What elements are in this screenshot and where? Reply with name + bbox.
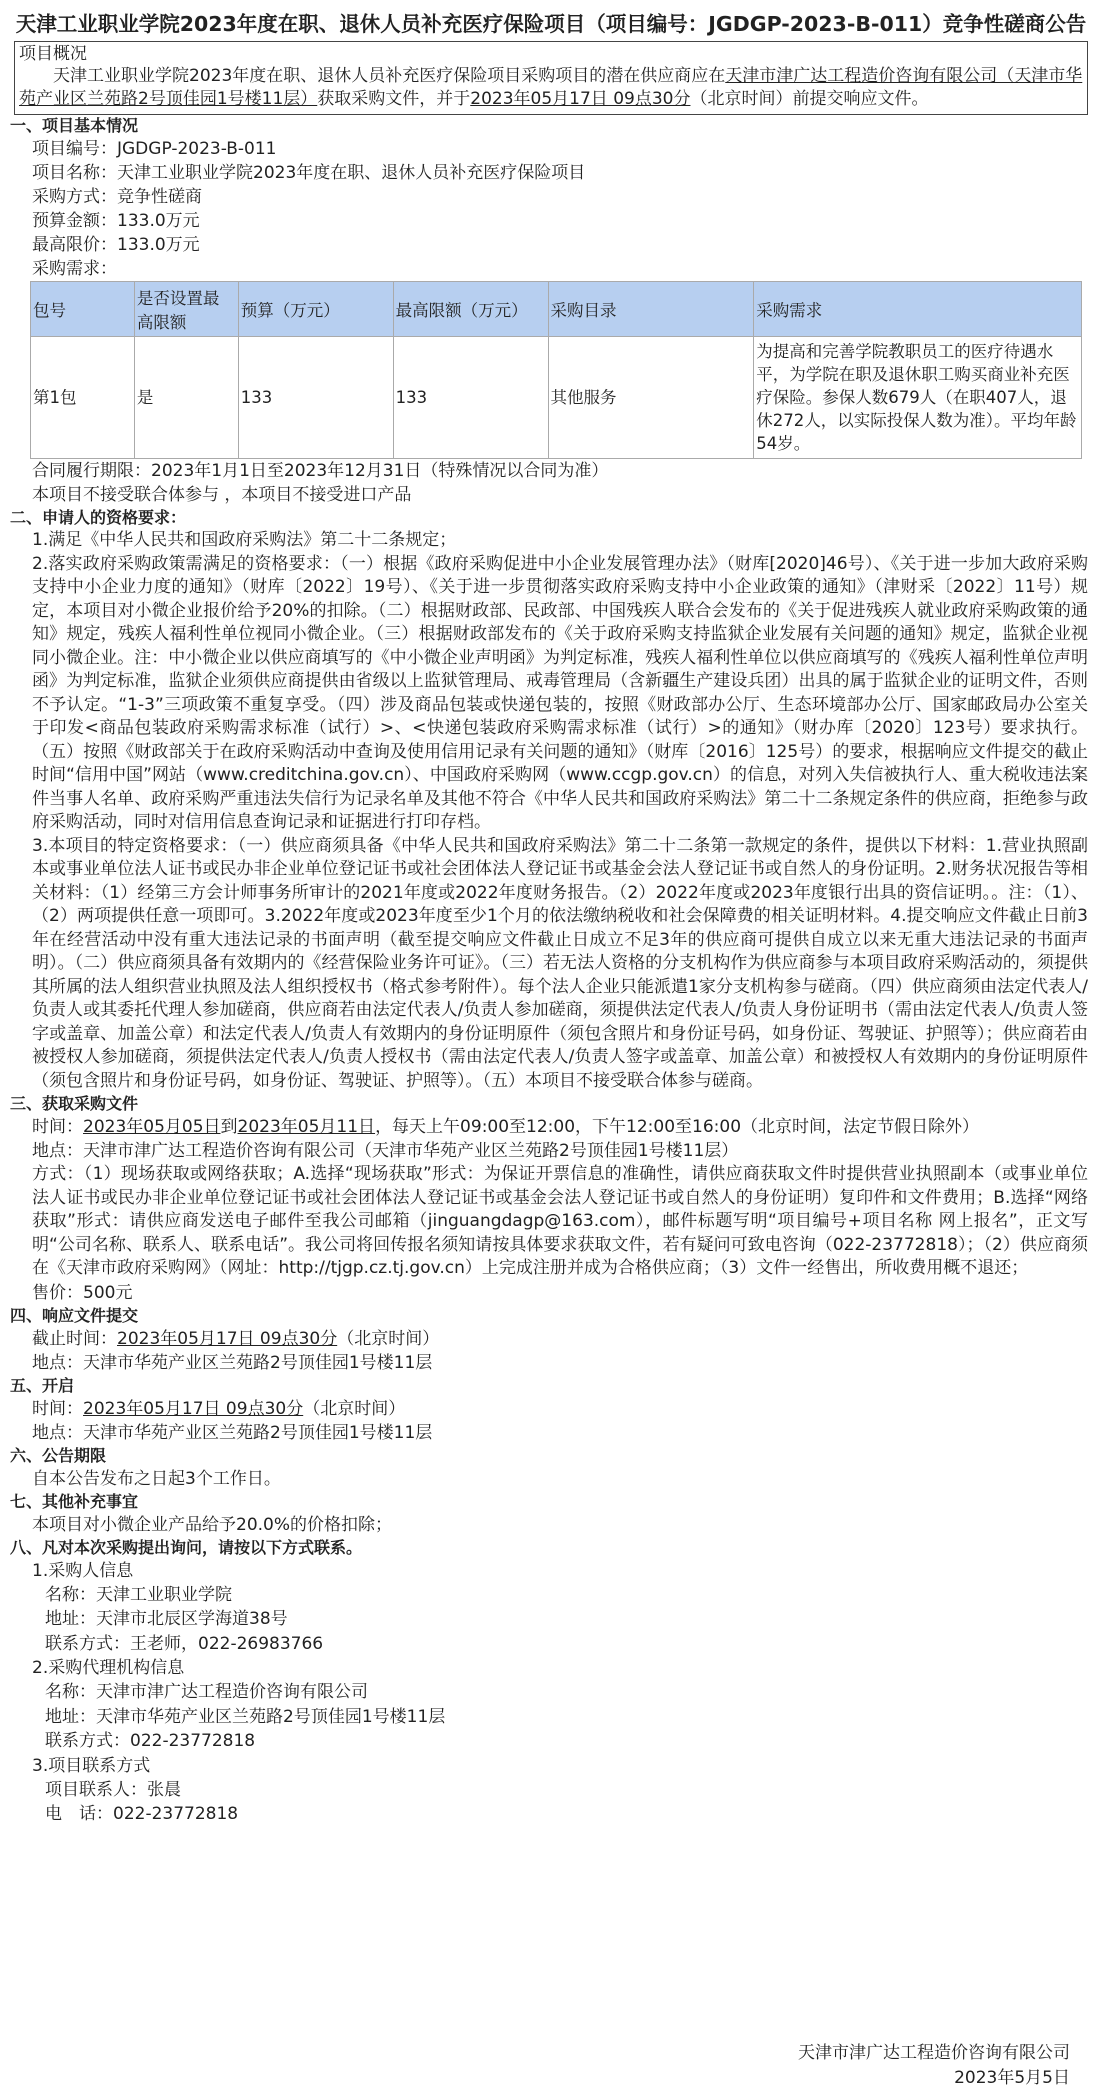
label: 时间： — [32, 1117, 83, 1137]
label: （北京时间） — [337, 1328, 440, 1349]
agent-name: 名称：天津市津广达工程造价咨询有限公司 — [45, 1682, 368, 1702]
obtain-method: 方式：（1）现场获取或网络获取；A.选择“现场获取”形式：为保证开票信息的准确性，请供应商获取文件时提供营业执照副本（或事业单位法人证书或民办非企业单位登记证书或社会团体法人登记证书或基金会法人登记证书或自然人的身份证明）复印件和文件费用；B.选择“网络获取”形式：请供应商发送电子邮件至我公司邮箱（jinguangdagp@163.com），邮件标题写明“项目编号+项目名称 网上报名”，正文写明“公司名称、联系人、联系电话”。我公司将回传报名须知请按具体要求获取文件，若有疑问可致电咨询（022-23772818）；（2）供应商须在《天津市政府采购网》（网址：http://tjgp.cz.tj.gov.cn）上完成注册并成为合格供应商；（3）文件一经售出，所收费用概不退还； — [32, 1164, 1088, 1278]
table-cell: 为提高和完善学院教职员工的医疗待遇水平，为学院在职及退休职工购买商业补充医疗保险。参保人数679人（在职407人，退休272人，以实际投保人数为准）。平均年龄54岁。 — [754, 337, 1082, 459]
overview-heading: 项目概况 — [19, 44, 87, 64]
overview-text-part: 天津工业职业学院2023年度在职、退休人员补充医疗保险项目采购项目的潜在供应商应在 — [53, 66, 726, 86]
label: 截止时间： — [32, 1328, 117, 1349]
agent-contact: 联系方式：022-23772818 — [45, 1731, 256, 1751]
table-header-cell: 采购目录 — [548, 282, 754, 337]
obtain-place: 地点：天津市津广达工程造价咨询有限公司（天津市华苑产业区兰苑路2号顶佳园1号楼11层） — [32, 1141, 739, 1161]
other-note: 本项目对小微企业产品给予20.0%的价格扣除； — [32, 1514, 393, 1535]
table-cell: 第1包 — [31, 337, 135, 459]
table-row — [31, 337, 1082, 459]
info-line: 采购方式：竞争性磋商 — [32, 187, 202, 207]
section-heading-obtain-docs: 三、获取采购文件 — [10, 1094, 139, 1113]
qualification-item-2: 2.落实政府采购政策需满足的资格要求：（一）根据《政府采购促进中小企业发展管理办法》（财库[2020]46号）、《关于进一步加大政府采购支持中小企业力度的通知》（财库〔2022〕19号）、《关于进一步贯彻落实政府采购支持中小企业政策的通知》（津财采〔2022〕11号）规定，本项目对小微企业报价给予20%的扣除。（二）根据财政部、民政部、中国残疾人联合会发布的《关于促进残疾人就业政府采购政策的通知》规定，残疾人福利性单位视同小微企业。（三）根据财政部发布的《关于政府采购支持监狱企业发展有关问题的通知》规定，监狱企业视同小微企业。注：中小微企业以供应商填写的《中小微企业声明函》为判定标准，残疾人福利性单位以供应商填写的《残疾人福利性单位声明函》为判定标准，监狱企业须供应商提供由省级以上监狱管理局、戒毒管理局（含新疆生产建设兵团）出具的属于监狱企业的证明文件，否则不予认定。“1-3”三项政策不重复享受。（四）涉及商品包装或快递包装的，按照《财政部办公厅、生态环境部办公厅、国家邮政局办公室关于印发<商品包装政府采购需求标准（试行）>、<快递包装政府采购需求标准（试行）>的通知》（财办库〔2020〕123号）要求执行。（五）按照《财政部关于在政府采购活动中查询及使用信用记录有关问题的通知》（财库〔2016〕125号）的要求，根据响应文件提交的截止时间“信用中国”网站（www.creditchina.gov.cn）、中国政府采购网（www.ccgp.gov.cn）的信息，对列入失信被执行人、重大税收违法案件当事人名单、政府采购严重违法失信行为记录名单及其他不符合《中华人民共和国政府采购法》第二十二条规定条件的供应商，拒绝参与政府采购活动，同时对信用信息查询记录和证据进行打印存档。 — [32, 553, 1088, 832]
opening-place: 地点：天津市华苑产业区兰苑路2号顶佳园1号楼11层 — [32, 1422, 433, 1443]
label: 时间： — [32, 1398, 83, 1419]
page-title: 天津工业职业学院2023年度在职、退休人员补充医疗保险项目（项目编号：JGDGP-2023-B-011）竞争性磋商公告 — [15, 12, 1087, 36]
info-line: 预算金额：133.0万元 — [32, 211, 200, 231]
overview-place: 天津市津广达工程造价咨询有限公司（天津市华苑产业区兰苑路2号顶佳园1号楼11层） — [19, 66, 1083, 109]
qualification-item-1: 1.满足《中华人民共和国政府采购法》第二十二条规定； — [32, 530, 457, 550]
project-overview-box — [14, 41, 1088, 115]
requirements-table — [30, 281, 1082, 459]
table-cell: 其他服务 — [548, 337, 754, 459]
project-contact-phone: 电 话：022-23772818 — [45, 1804, 239, 1824]
table-cell: 133 — [393, 337, 548, 459]
overview-text — [19, 65, 1083, 111]
info-line: 项目名称：天津工业职业学院2023年度在职、退休人员补充医疗保险项目 — [32, 163, 586, 183]
deadline-value: 2023年05月17日 09点30分 — [117, 1328, 338, 1349]
table-header-cell: 最高限额（万元） — [393, 282, 548, 337]
agent-info-title: 2.采购代理机构信息 — [32, 1658, 185, 1678]
table-header-row — [31, 282, 1082, 337]
opening-time-value: 2023年05月17日 09点30分 — [83, 1398, 304, 1419]
obtain-start-date: 2023年05月05日 — [83, 1117, 221, 1137]
consortium-note: 本项目不接受联合体参与 ，本项目不接受进口产品 — [32, 485, 412, 505]
qualification-item-3: 3.本项目的特定资格要求：（一）供应商须具备《中华人民共和国政府采购法》第二十二条第一款规定的条件，提供以下材料：1.营业执照副本或事业单位法人证书或民办非企业单位登记证书或社会团体法人登记证书或基金会法人登记证书或自然人的身份证明。2.财务状况报告等相关材料：（1）经第三方会计师事务所审计的2021年度或2022年度财务报告。（2）2022年度或2023年度银行出具的资信证明。。注：（1）、（2）两项提供任意一项即可。3.2022年度或2023年度至少1个月的依法缴纳税收和社会保障费的相关证明材料。4.提交响应文件截止日前3年在经营活动中没有重大违法记录的书面声明（截至提交响应文件截止日成立不足3年的供应商可提供自成立以来无重大违法记录的书面声明）。（二）供应商须具备有效期内的《经营保险业务许可证》。（三）若无法人资格的分支机构作为供应商参与本项目政府采购活动的，须提供其所属的法人组织营业执照及法人组织授权书（格式参考附件）。每个法人企业只能派遣1家分支机构参与磋商。（四）供应商须由法定代表人/负责人或其委托代理人参加磋商，供应商若由法定代表人/负责人参加磋商，须提供法定代表人/负责人身份证明书（需由法定代表人/负责人签字或盖章、加盖公章）和法定代表人/负责人有效期内的身份证明原件（须包含照片和身份证号码，如身份证、驾驶证、护照等）；供应商若由被授权人参加磋商，须提供法定代表人/负责人授权书（需由法定代表人/负责人签字或盖章、加盖公章）和被授权人有效期内的身份证明原件（须包含照片和身份证号码，如身份证、驾驶证、护照等）。（五）本项目不接受联合体参与磋商。 — [32, 835, 1088, 1091]
info-line: 采购需求： — [32, 259, 117, 279]
overview-text-part: 获取采购文件，并于 — [317, 89, 471, 109]
obtain-hours: ，每天上午09:00至12:00，下午12:00至16:00（北京时间，法定节假日除外） — [375, 1117, 980, 1137]
label: （北京时间） — [303, 1398, 406, 1419]
buyer-contact: 联系方式：王老师，022-26983766 — [45, 1633, 324, 1654]
section-heading-announcement-period: 六、公告期限 — [10, 1445, 107, 1465]
overview-deadline: 2023年05月17日 09点30分 — [470, 89, 691, 109]
section-heading-submission: 四、响应文件提交 — [10, 1305, 139, 1325]
buyer-info-title: 1.采购人信息 — [32, 1560, 134, 1581]
table-header-cell: 包号 — [31, 282, 135, 337]
table-header-cell: 预算（万元） — [238, 282, 393, 337]
submission-place: 地点：天津市华苑产业区兰苑路2号顶佳园1号楼11层 — [32, 1352, 433, 1373]
overview-text-part: （北京时间）前提交响应文件。 — [690, 89, 929, 109]
section-heading-opening: 五、开启 — [10, 1375, 75, 1395]
announcement-period: 自本公告发布之日起3个工作日。 — [32, 1468, 281, 1489]
agent-address: 地址：天津市华苑产业区兰苑路2号顶佳园1号楼11层 — [45, 1706, 446, 1727]
section-heading-other: 七、其他补充事宜 — [10, 1491, 139, 1511]
buyer-address: 地址：天津市北辰区学海道38号 — [45, 1609, 288, 1629]
table-header-cell: 是否设置最高限额 — [134, 282, 238, 337]
info-line: 项目编号：JGDGP-2023-B-011 — [32, 139, 277, 159]
obtain-time — [32, 1115, 1102, 1139]
table-header-cell: 采购需求 — [754, 282, 1082, 337]
section-heading-contact: 八、凡对本次采购提出询问，请按以下方式联系。 — [10, 1537, 363, 1557]
contract-period: 合同履行期限：2023年1月1日至2023年12月31日（特殊情况以合同为准） — [32, 461, 609, 481]
project-contact-person: 项目联系人：张晨 — [45, 1779, 181, 1800]
obtain-end-date: 2023年05月11日 — [237, 1117, 376, 1137]
info-line: 最高限价：133.0万元 — [32, 235, 200, 255]
buyer-name: 名称：天津工业职业学院 — [45, 1584, 232, 1605]
section-heading-qualification: 二、申请人的资格要求： — [10, 508, 187, 527]
project-contact-title: 3.项目联系方式 — [32, 1755, 151, 1776]
signature-date: 2023年5月5日 — [954, 2068, 1070, 2088]
opening-time — [32, 1397, 1102, 1421]
signature-org: 天津市津广达工程造价咨询有限公司 — [798, 2043, 1070, 2063]
label: 到 — [220, 1117, 238, 1137]
table-cell: 133 — [238, 337, 393, 459]
section-heading-basic-info: 一、项目基本情况 — [10, 116, 139, 135]
document-price: 售价：500元 — [32, 1282, 133, 1303]
table-cell: 是 — [134, 337, 238, 459]
submission-deadline — [32, 1327, 1102, 1351]
